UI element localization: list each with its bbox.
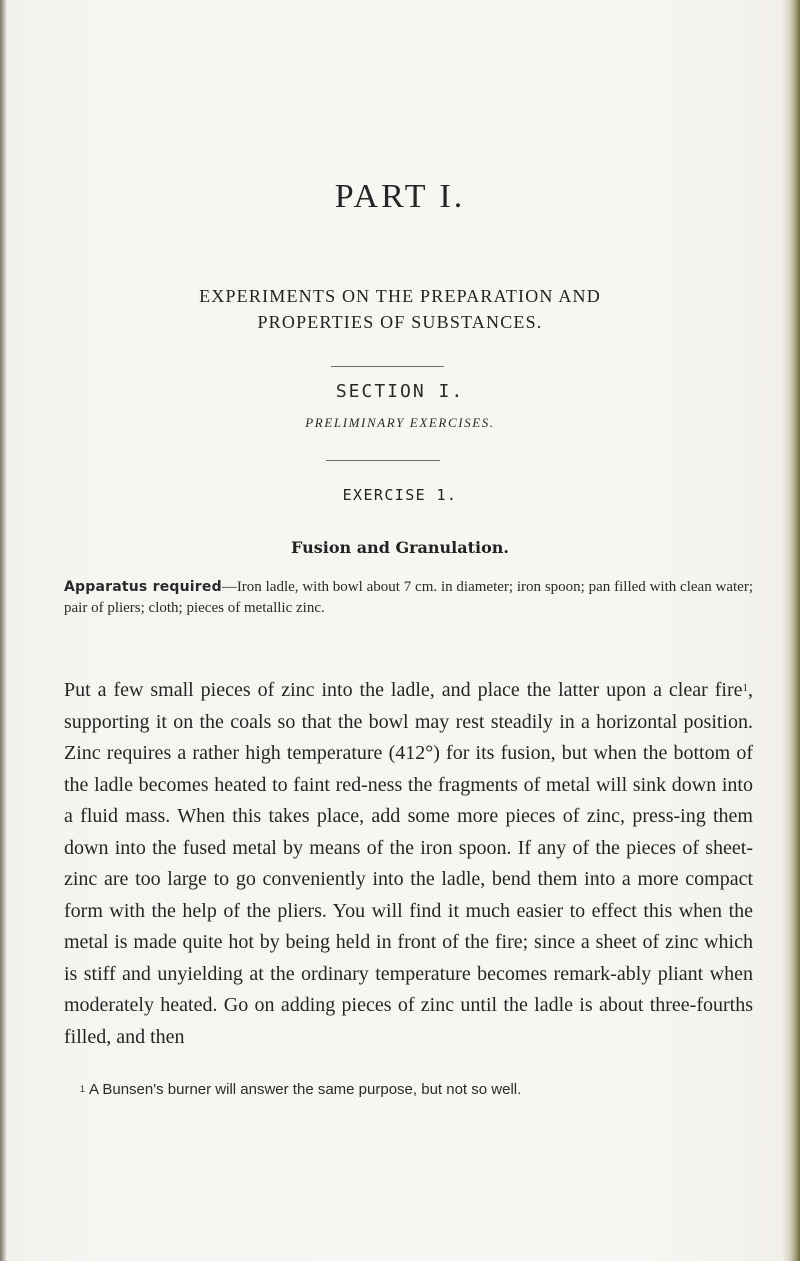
section-subtitle: PRELIMINARY EXERCISES. (305, 415, 495, 430)
body-paragraph (64, 675, 753, 1053)
part-title: PART I. (334, 178, 466, 215)
exercise-title: Fusion and Granulation. (291, 538, 509, 557)
apparatus-paragraph (64, 577, 753, 619)
exercise-label: EXERCISE 1. (342, 486, 458, 504)
apparatus-text: —Iron ladle, with bowl about 7 cm. in diameter; iron spoon; pan filled with clean water; pair of pliers; cloth; pieces of metallic zinc. (64, 579, 753, 616)
section-label: SECTION I. (335, 381, 465, 402)
main-title-line-2: PROPERTIES OF SUBSTANCES. (257, 312, 543, 332)
body-text-part-1: Put a few small pieces of zinc into the ladle, and place the latter upon a clear fire (64, 679, 743, 701)
apparatus-lead: Apparatus required (64, 579, 222, 595)
body-text-part-2: , supporting it on the coals so that the bowl may rest steadily in a horizontal position. Zinc requires a rather high temperature (412°) for its fusion, but when the bottom of the ladle becomes heated to faint red-ness the fragments of metal will sink down into a fluid mass. When this takes place, add some more pieces of zinc, press-ing them down into the fused metal by means of the iron spoon. If any of the pieces of sheet-zinc are too large to go conveniently into the ladle, bend them into a more compact form with the help of the pliers. You will find it much easier to effect this when the metal is made quite hot by being held in front of the fire; since a sheet of zinc which is stiff and unyielding at the ordinary temperature becomes remark-ably pliant when moderately heated. Go on adding pieces of zinc until the ladle is about three-fourths filled, and then (64, 679, 753, 1048)
footnote-text: A Bunsen's burner will answer the same purpose, but not so well. (89, 1081, 522, 1098)
middle-divider-rule (326, 460, 440, 461)
footnote-marker: 1 (80, 1084, 86, 1094)
footnote (80, 1080, 760, 1100)
footnote-reference: 1 (742, 682, 748, 694)
top-divider-rule (331, 366, 444, 367)
main-title-line-1: EXPERIMENTS ON THE PREPARATION AND (199, 286, 601, 306)
